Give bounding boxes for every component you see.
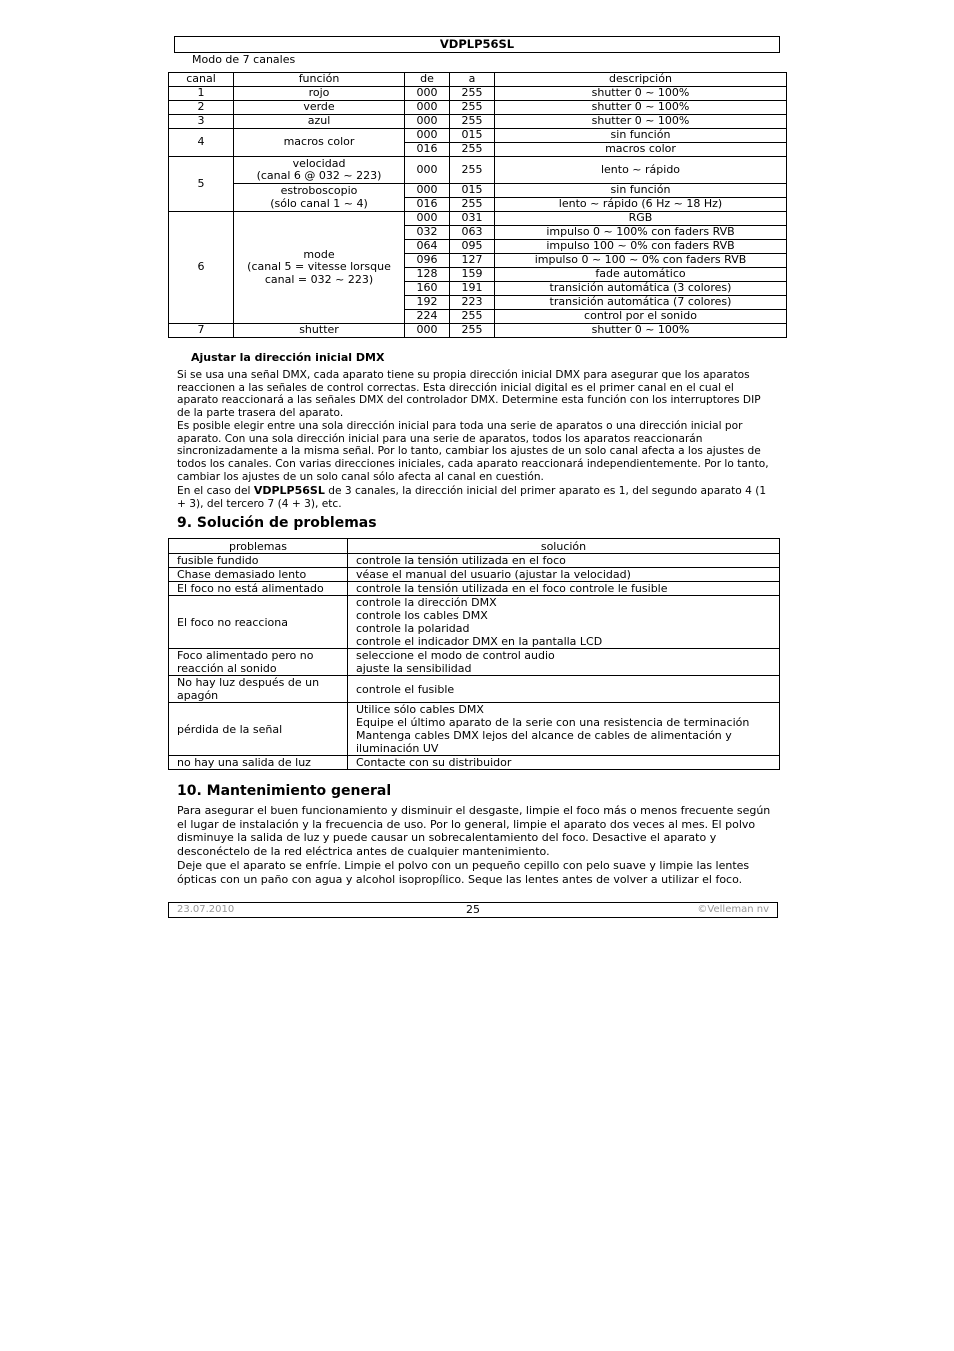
table-cell: 255 — [450, 101, 495, 115]
table-cell: 000 — [405, 324, 450, 338]
section-heading-troubleshooting: 9. Solución de problemas — [177, 515, 377, 531]
table-cell: fade automático — [495, 268, 787, 282]
solution-cell: véase el manual del usuario (ajustar la velocidad) — [348, 568, 780, 582]
table-header-row — [169, 73, 787, 87]
solution-line: Mantenga cables DMX lejos del alcance de cables de alimentación y iluminación UV — [356, 729, 732, 755]
page-footer — [168, 902, 778, 918]
table-cell: macros color — [234, 129, 405, 157]
table-row — [169, 582, 780, 596]
table-cell: 064 — [405, 240, 450, 254]
table-cell: 016 — [405, 143, 450, 157]
table-cell: 160 — [405, 282, 450, 296]
text-run: En el caso del — [177, 485, 254, 497]
function-name: estroboscopio — [280, 184, 358, 197]
table-row — [169, 703, 780, 756]
table-cell: 5 — [169, 157, 234, 212]
table-cell: 000 — [405, 184, 450, 198]
function-name: mode — [303, 247, 335, 261]
troubleshooting-table — [168, 538, 780, 770]
table-cell: 016 — [405, 198, 450, 212]
problem-cell: pérdida de la señal — [169, 703, 348, 756]
table-cell: 1 — [169, 87, 234, 101]
text-run: de 3 canales, la dirección inicial del primer aparato es 1, del segundo aparato 4 (1 + 3), del tercero 7 (4 + 3), etc. — [177, 485, 767, 510]
table-cell: macros color — [495, 143, 787, 157]
solution-line: controle la polaridad — [356, 622, 470, 635]
table-cell: 192 — [405, 296, 450, 310]
header-cell: canal — [169, 73, 234, 87]
header-cell: problemas — [169, 539, 348, 554]
table-cell: 223 — [450, 296, 495, 310]
solution-cell — [348, 649, 780, 676]
table-row — [169, 212, 787, 226]
dmx-paragraph-2: Es posible elegir entre una sola dirección inicial para toda una serie de aparatos o una dirección inicial por aparato. Con una sola dirección inicial para una serie de aparatos, todos los aparatos reaccionarán sincronizadamente a la misma señal. Por lo tanto, cambiar los ajustes de un solo canal afecta a los ajustes de todos los canales. Con varias direcciones iniciales, cada aparato reaccionará independientemente. Por lo tanto, cambiar los ajustes de un solo canal sólo afecta al canal en cuestión. — [177, 420, 769, 483]
header-cell: descripción — [495, 73, 787, 87]
table-row — [169, 324, 787, 338]
table-cell: 255 — [450, 87, 495, 101]
table-cell: 031 — [450, 212, 495, 226]
solution-cell: controle el fusible — [348, 676, 780, 703]
table-cell: sin función — [495, 184, 787, 198]
solution-cell: controle la tensión utilizada en el foco controle le fusible — [348, 582, 780, 596]
table-cell: 128 — [405, 268, 450, 282]
page-number: 25 — [466, 903, 480, 916]
table-cell — [234, 184, 405, 212]
solution-cell — [348, 703, 780, 756]
mode-label: Modo de 7 canales — [192, 53, 296, 66]
table-cell: azul — [234, 115, 405, 129]
problem-cell: No hay luz después de un apagón — [169, 676, 348, 703]
function-note: (canal 6 @ 032 ~ 223) — [256, 169, 382, 182]
table-cell: 7 — [169, 324, 234, 338]
table-cell: 255 — [450, 198, 495, 212]
table-header-row — [169, 539, 780, 554]
table-cell: 015 — [450, 129, 495, 143]
solution-line: controle el indicador DMX en la pantalla LCD — [356, 635, 603, 648]
table-row — [169, 157, 787, 184]
solution-line: Equipe el último aparato de la serie con una resistencia de terminación — [356, 716, 750, 729]
channel-table — [168, 72, 787, 338]
table-cell: transición automática (7 colores) — [495, 296, 787, 310]
table-row — [169, 596, 780, 649]
table-cell: shutter 0 ~ 100% — [495, 324, 787, 338]
table-cell: 4 — [169, 129, 234, 157]
solution-line: seleccione el modo de control audio — [356, 649, 555, 662]
footer-date: 23.07.2010 — [177, 904, 235, 915]
maintenance-paragraph-1: Para asegurar el buen funcionamiento y disminuir el desgaste, limpie el foco más o menos frecuente según el lugar de instalación y la frecuencia de uso. Por lo general, limpie el aparato dos veces al mes. El polvo disminuye la salida de luz y puede causar un sobrecalentamiento del foco. Desactive el aparato y desconéctelo de la red eléctrica antes de cualquier mantenimiento. — [177, 804, 771, 858]
table-cell: 096 — [405, 254, 450, 268]
problem-cell: El foco no reacciona — [169, 596, 348, 649]
table-cell: 000 — [405, 129, 450, 143]
table-cell: lento ~ rápido — [495, 157, 787, 184]
table-cell: sin función — [495, 129, 787, 143]
table-row — [169, 101, 787, 115]
table-cell: 224 — [405, 310, 450, 324]
table-cell: 255 — [450, 157, 495, 184]
table-cell: 255 — [450, 143, 495, 157]
table-row — [169, 676, 780, 703]
dmx-section-title: Ajustar la dirección inicial DMX — [191, 351, 385, 364]
problem-cell: Chase demasiado lento — [169, 568, 348, 582]
table-cell: impulso 0 ~ 100 ~ 0% con faders RVB — [495, 254, 787, 268]
function-note: (canal 5 = vitesse lorsque — [247, 260, 391, 274]
header-cell: de — [405, 73, 450, 87]
solution-line: controle los cables DMX — [356, 609, 488, 622]
problem-cell: Foco alimentado pero no reacción al sonido — [169, 649, 348, 676]
table-cell: 000 — [405, 157, 450, 184]
dmx-paragraph-1: Si se usa una señal DMX, cada aparato tiene su propia dirección inicial DMX para asegurar que los aparatos reaccionen a las señales de control correctas. Esta dirección inicial digital es el primer canal en el cual el aparato reaccionará a las señales DMX del controlador DMX. Determine esta función con los interruptores DIP de la parte trasera del aparato. — [177, 369, 761, 420]
table-cell: impulso 100 ~ 0% con faders RVB — [495, 240, 787, 254]
table-cell: shutter 0 ~ 100% — [495, 115, 787, 129]
table-cell — [234, 157, 405, 184]
table-row — [169, 568, 780, 582]
table-row — [169, 649, 780, 676]
table-cell: 2 — [169, 101, 234, 115]
problem-cell: El foco no está alimentado — [169, 582, 348, 596]
table-cell: RGB — [495, 212, 787, 226]
table-cell: 000 — [405, 87, 450, 101]
function-note: (sólo canal 1 ~ 4) — [270, 196, 368, 210]
table-row — [169, 129, 787, 143]
table-cell: shutter — [234, 324, 405, 338]
table-cell: shutter 0 ~ 100% — [495, 87, 787, 101]
table-cell: 255 — [450, 324, 495, 338]
header-cell: función — [234, 73, 405, 87]
table-cell: 000 — [405, 101, 450, 115]
product-name: VDPLP56SL — [253, 484, 325, 497]
table-cell: lento ~ rápido (6 Hz ~ 18 Hz) — [495, 198, 787, 212]
problem-cell: no hay una salida de luz — [169, 756, 348, 770]
dmx-paragraph-3 — [177, 484, 777, 511]
table-row — [169, 87, 787, 101]
table-cell: 6 — [169, 212, 234, 324]
table-cell: 095 — [450, 240, 495, 254]
header-cell: solución — [348, 539, 780, 554]
table-cell: 159 — [450, 268, 495, 282]
solution-cell: Contacte con su distribuidor — [348, 756, 780, 770]
page-header-title: VDPLP56SL — [174, 36, 780, 53]
section-heading-maintenance: 10. Mantenimiento general — [177, 783, 392, 799]
table-row — [169, 554, 780, 568]
function-note: canal = 032 ~ 223) — [264, 272, 374, 286]
maintenance-paragraph-2: Deje que el aparato se enfríe. Limpie el polvo con un pequeño cepillo con pelo suave y limpie las lentes ópticas con un paño con agua y alcohol isopropílico. Seque las lentes antes de volver a utilizar el foco. — [177, 859, 750, 886]
table-cell: 000 — [405, 115, 450, 129]
table-row — [169, 184, 787, 198]
table-cell: transición automática (3 colores) — [495, 282, 787, 296]
table-cell: verde — [234, 101, 405, 115]
solution-line: Utilice sólo cables DMX — [356, 703, 484, 716]
solution-line: controle la dirección DMX — [356, 596, 497, 609]
table-cell: impulso 0 ~ 100% con faders RVB — [495, 226, 787, 240]
function-name: velocidad — [292, 156, 346, 170]
table-cell: 255 — [450, 115, 495, 129]
table-cell: 000 — [405, 212, 450, 226]
table-cell: 063 — [450, 226, 495, 240]
solution-line: ajuste la sensibilidad — [356, 662, 472, 675]
table-cell: 015 — [450, 184, 495, 198]
table-cell: 191 — [450, 282, 495, 296]
table-cell: 3 — [169, 115, 234, 129]
problem-cell: fusible fundido — [169, 554, 348, 568]
table-row — [169, 756, 780, 770]
table-cell: rojo — [234, 87, 405, 101]
footer-copyright: ©Velleman nv — [697, 904, 769, 915]
table-cell: control por el sonido — [495, 310, 787, 324]
table-cell: 255 — [450, 310, 495, 324]
table-cell: 127 — [450, 254, 495, 268]
table-row — [169, 115, 787, 129]
table-cell: 032 — [405, 226, 450, 240]
solution-cell: controle la tensión utilizada en el foco — [348, 554, 780, 568]
table-cell: shutter 0 ~ 100% — [495, 101, 787, 115]
header-cell: a — [450, 73, 495, 87]
solution-cell — [348, 596, 780, 649]
table-cell — [234, 212, 405, 324]
